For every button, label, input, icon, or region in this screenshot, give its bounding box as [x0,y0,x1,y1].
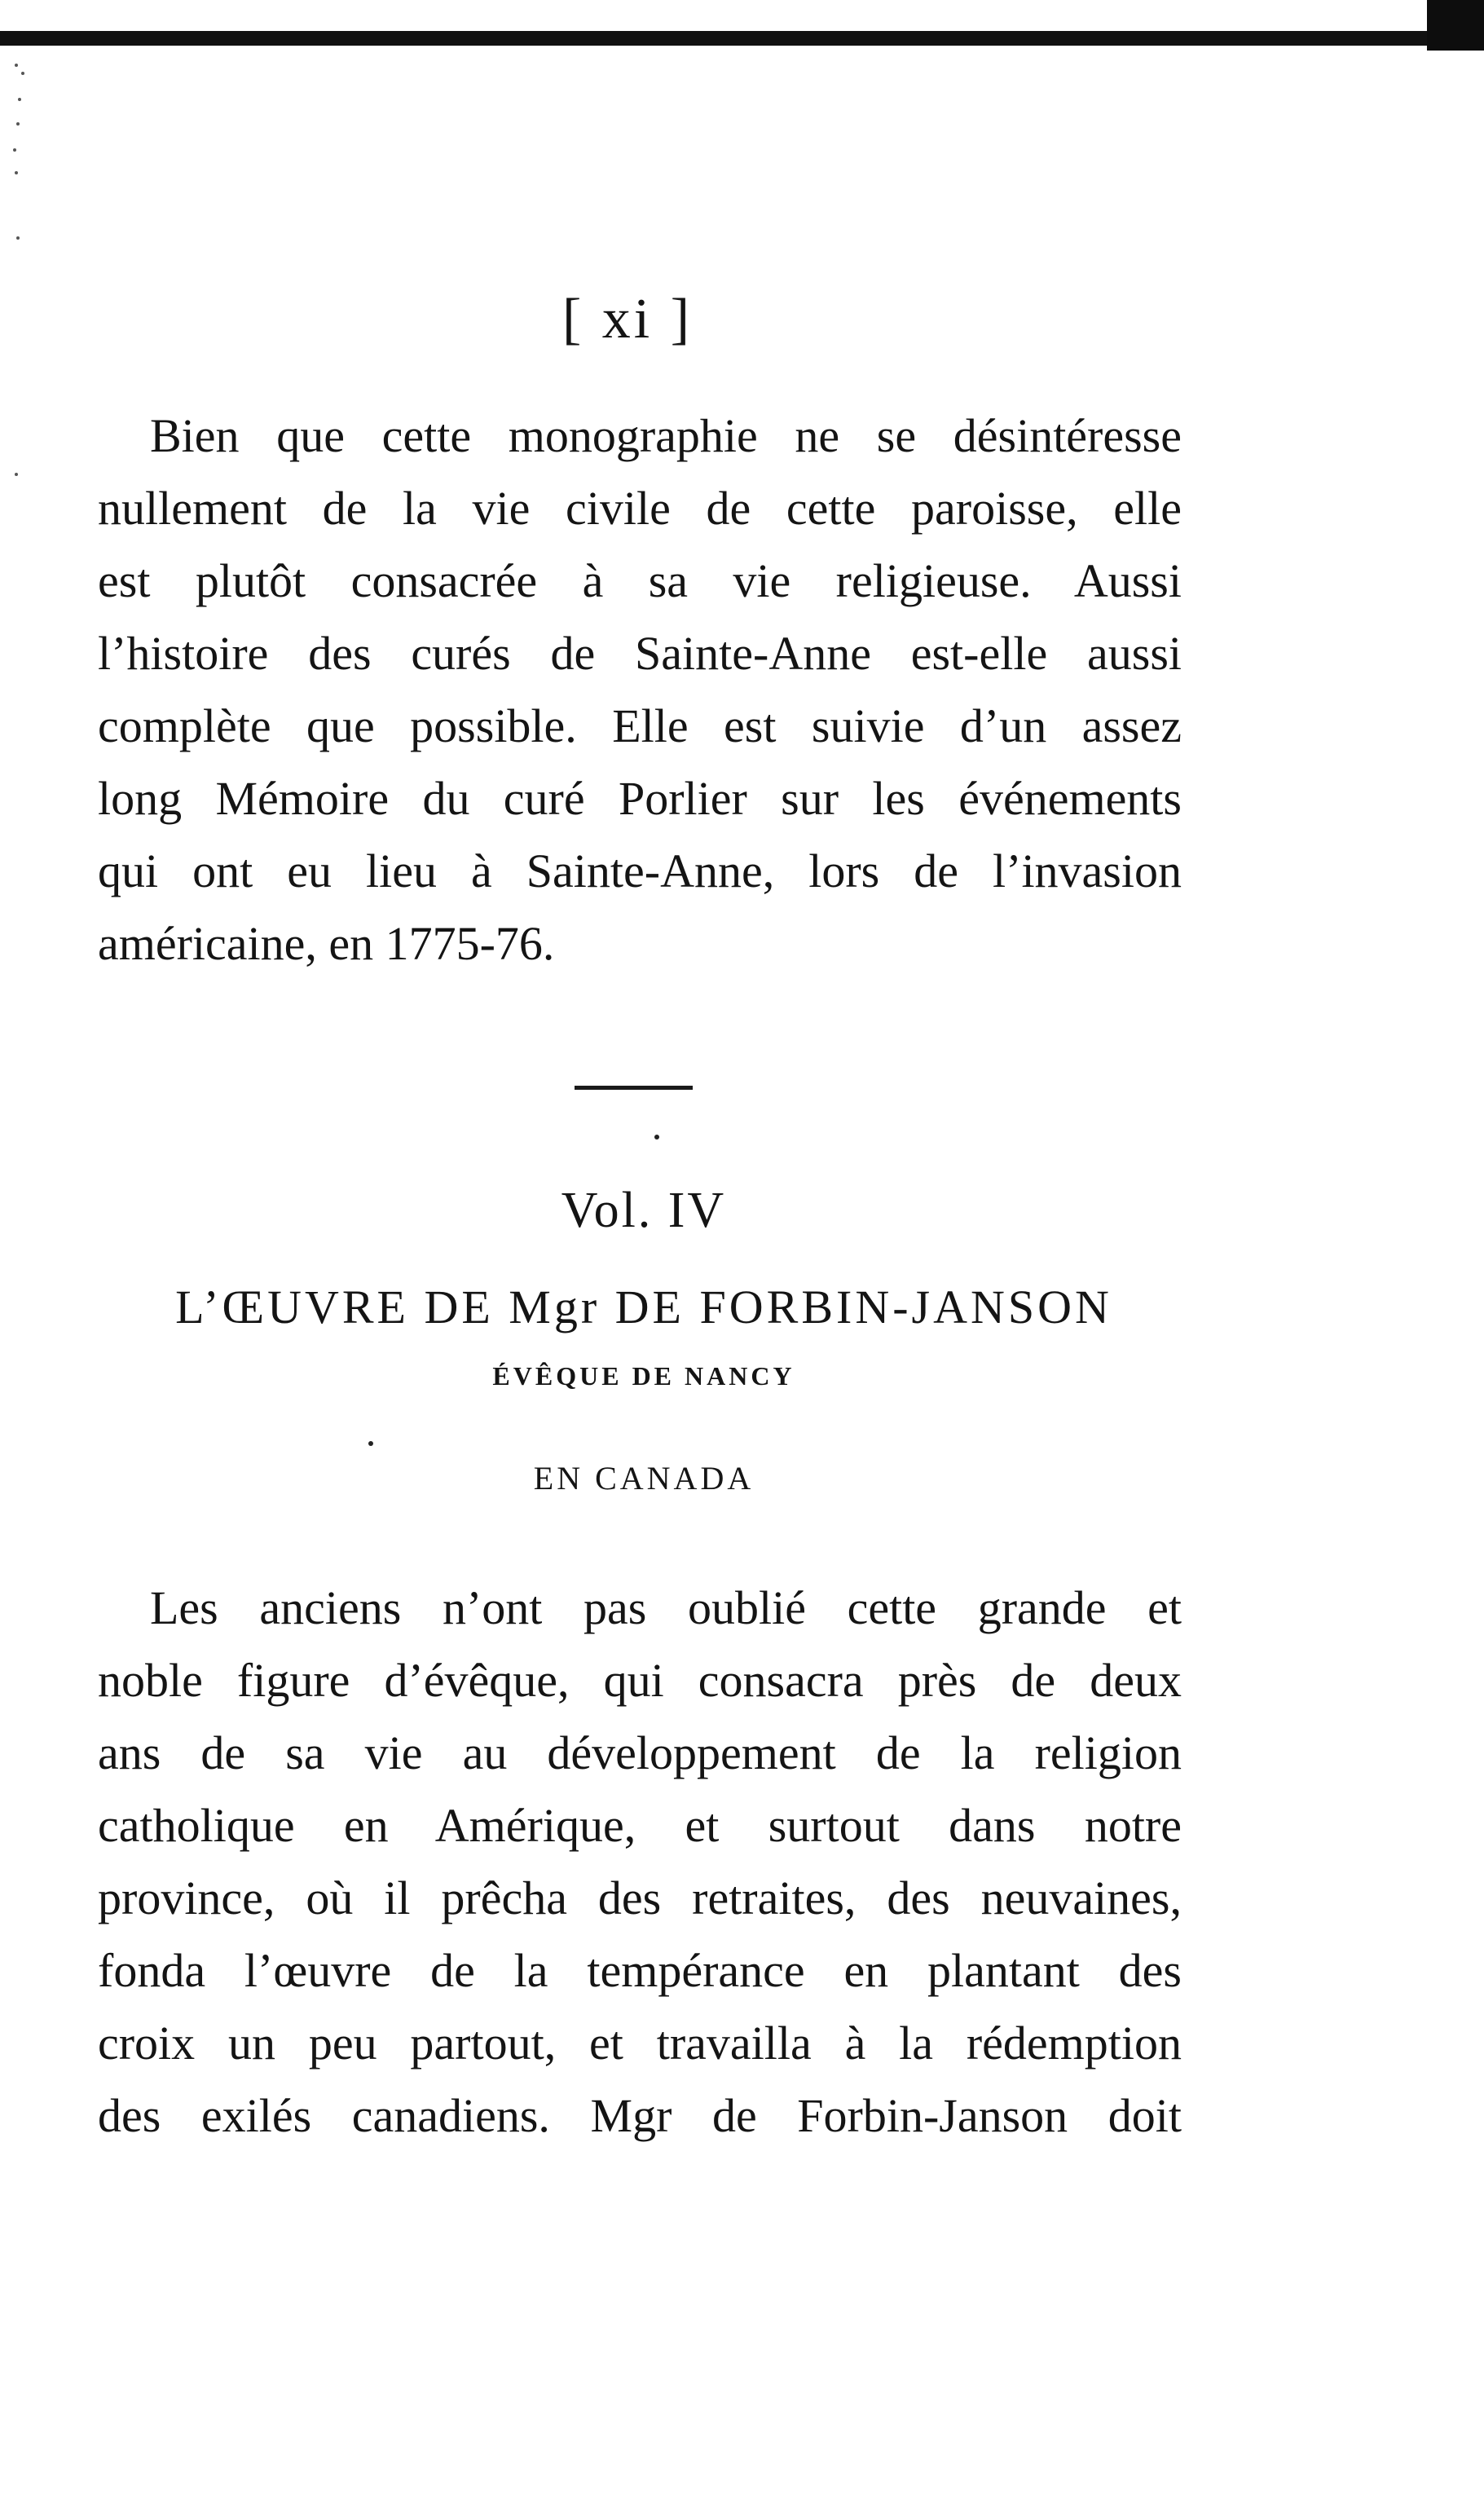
text-line: qui ont eu lieu à Sainte-Anne, lors de l’invasion [98,844,1182,897]
text-line: noble figure d’évêque, qui consacra près de deux [98,1654,1182,1707]
text-line: fonda l’œuvre de la tempérance en plantant des [98,1944,1182,1997]
top-scan-border [0,0,1484,51]
paragraph-intro [98,399,1182,980]
scan-dot [654,1135,659,1140]
paragraph-forbin-janson [98,1571,1182,2152]
text-line: l’histoire des curés de Sainte-Anne est-elle aussi [98,627,1182,680]
section-subtitle: ÉVÊQUE DE NANCY [492,1361,795,1391]
section-divider [575,1086,693,1090]
text-line: catholique en Amérique, et surtout dans notre [98,1799,1182,1852]
volume-label: Vol. IV [561,1183,727,1238]
scan-dot [368,1441,373,1446]
text-line: américaine, en 1775-76. [98,917,555,970]
page-number: [ xi ] [561,288,694,350]
section-subtitle-location: EN CANADA [533,1460,755,1497]
text-line: croix un peu partout, et travailla à la rédemption [98,2017,1182,2070]
section-title: L’ŒUVRE DE Mgr DE FORBIN-JANSON [175,1281,1112,1333]
text-line: est plutôt consacrée à sa vie religieuse. Aussi [98,554,1182,607]
text-line: long Mémoire du curé Porlier sur les événements [98,772,1182,825]
text-line: des exilés canadiens. Mgr de Forbin-Janson doit [98,2089,1182,2142]
text-line: ans de sa vie au développement de la religion [98,1726,1182,1779]
top-scan-border-corner [1427,0,1484,51]
text-line: Bien que cette monographie ne se désintéresse [150,409,1182,462]
text-line: province, où il prêcha des retraites, des neuvaines, [98,1871,1182,1924]
text-line: Les anciens n’ont pas oublié cette grande et [150,1581,1182,1634]
text-line: complète que possible. Elle est suivie d’un assez [98,699,1182,752]
text-line: nullement de la vie civile de cette paroisse, elle [98,482,1182,535]
